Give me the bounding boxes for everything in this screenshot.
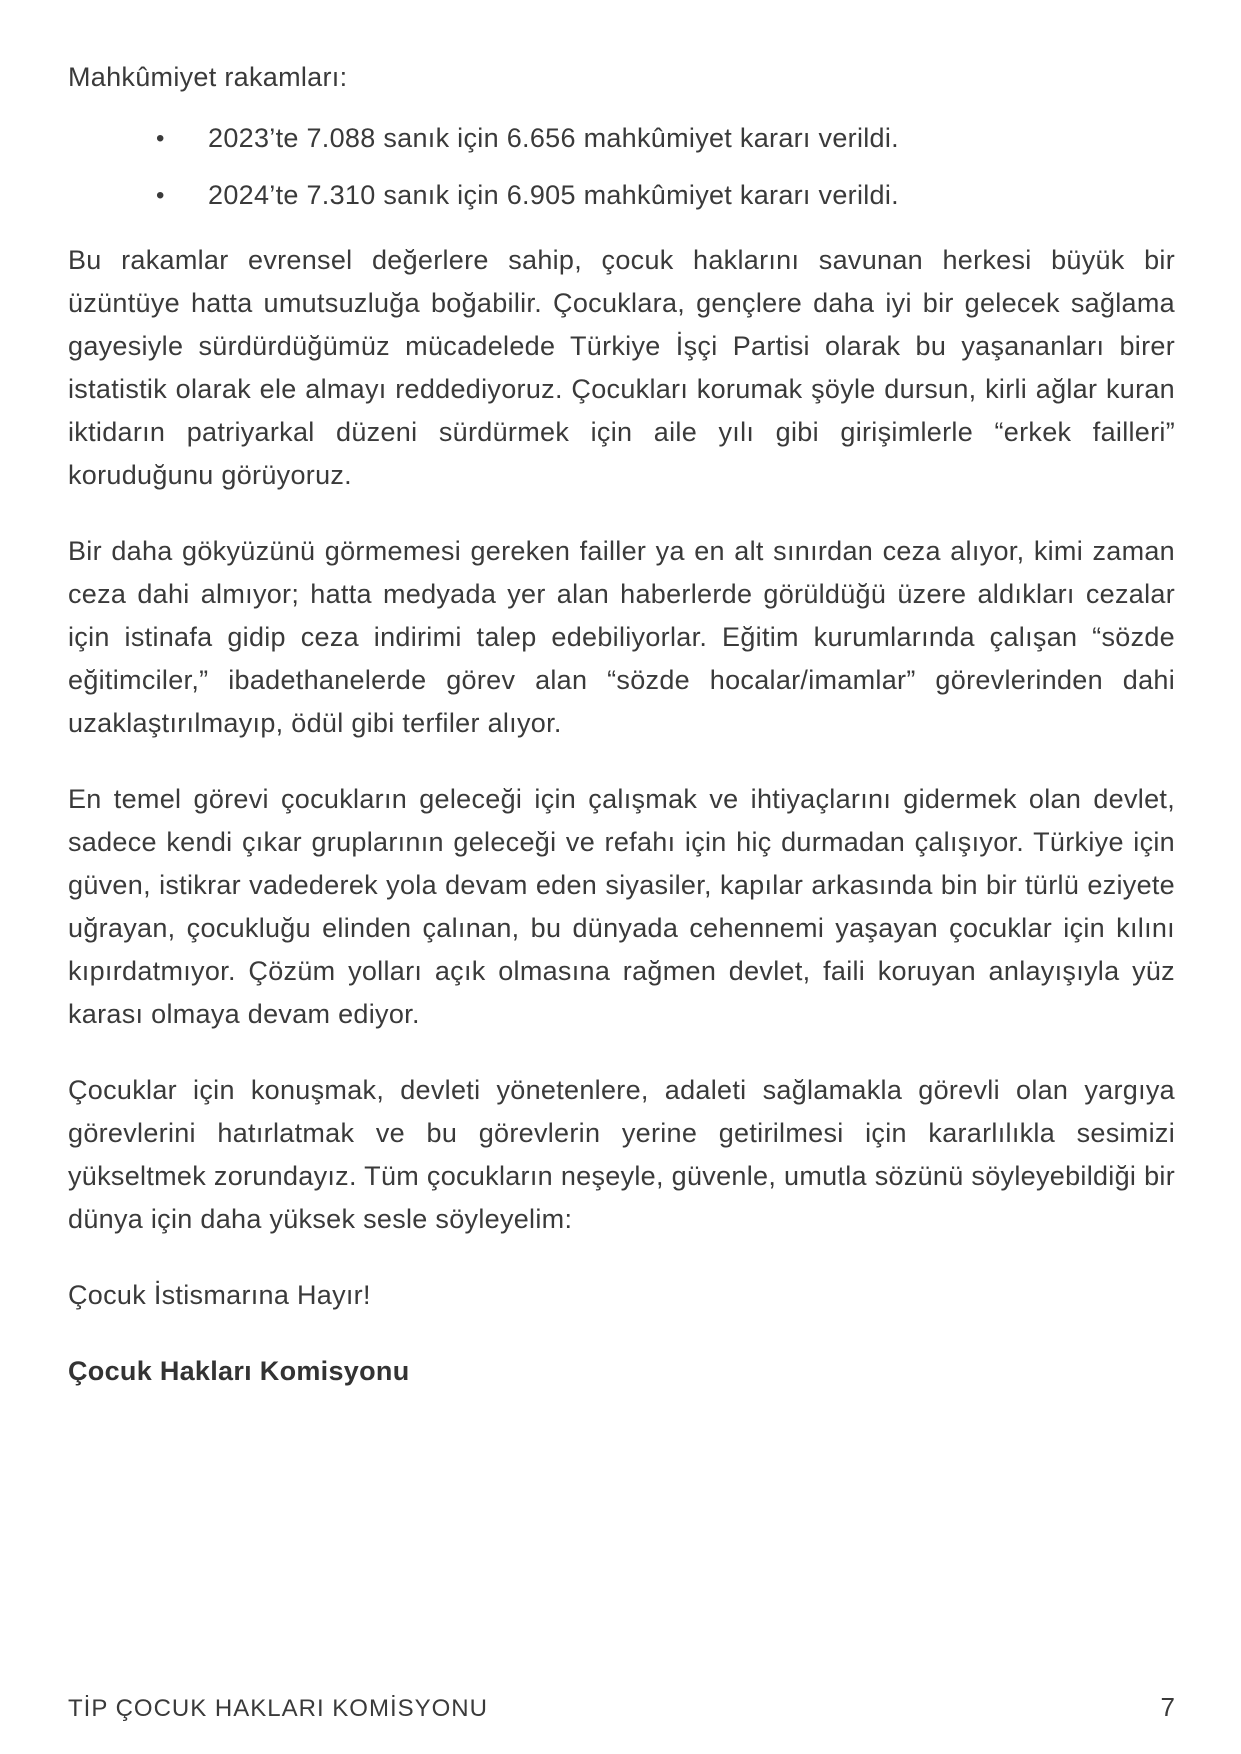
paragraph-3: En temel görevi çocukların geleceği için çalışmak ve ihtiyaçlarını gidermek olan devlet, sadece kendi çıkar gruplarının geleceği ve refahı için hiç durmadan çalışıyor. Türkiye için güven, istikrar vadederek yola devam eden siyasiler, kapılar arkasında bin bir türlü eziyete uğrayan, çocukluğu elinden çalınan, bu dünyada cehennemi yaşayan çocuklar için kılını kıpırdatmıyor. Çözüm yolları açık olmasına rağmen devlet, faili koruyan anlayışıyla yüz karası olmaya devam ediyor.: [68, 784, 1175, 1029]
bullet-icon: •: [156, 182, 165, 209]
conviction-stats-list: [68, 117, 1175, 217]
paragraph-2: Bir daha gökyüzünü görmemesi gereken failler ya en alt sınırdan ceza alıyor, kimi zaman ceza dahi almıyor; hatta medyada yer alan haberlerde görüldüğü üzere aldıkları cezalar için istinafa gidip ceza indirimi talep edebiliyorlar. Eğitim kurumlarında çalışan “sözde eğitimciler,” ibadethanelerde görev alan “sözde hocalar/imamlar” görevlerinden dahi uzaklaştırılmayıp, ödül gibi terfiler alıyor.: [68, 536, 1175, 738]
page-footer: [68, 1692, 1175, 1723]
bullet-text-2024: 2024’te 7.310 sanık için 6.905 mahkûmiyet kararı verildi.: [208, 180, 899, 210]
page-number: 7: [1160, 1692, 1175, 1722]
list-item: [68, 117, 1175, 160]
list-item: [68, 174, 1175, 217]
bullet-icon: •: [156, 125, 165, 152]
paragraph-1: Bu rakamlar evrensel değerlere sahip, çocuk haklarını savunan herkesi büyük bir üzüntüye hatta umutsuzluğa boğabilir. Çocuklara, gençlere daha iyi bir gelecek sağlama gayesiyle sürdürdüğümüz mücadelede Türkiye İşçi Partisi olarak bu yaşananları birer istatistik olarak ele almayı reddediyoruz. Çocukları korumak şöyle dursun, kirli ağlar kuran iktidarın patriyarkal düzeni sürdürmek için aile yılı gibi girişimlerle “erkek failleri” koruduğunu görüyoruz.: [68, 245, 1175, 490]
page-content: [68, 56, 1175, 1393]
footer-title: TİP ÇOCUK HAKLARI KOMİSYONU: [68, 1695, 488, 1722]
slogan-line: Çocuk İstismarına Hayır!: [68, 1280, 371, 1310]
bullet-text-2023: 2023’te 7.088 sanık için 6.656 mahkûmiyet kararı verildi.: [208, 123, 899, 153]
paragraph-4: Çocuklar için konuşmak, devleti yönetenlere, adaleti sağlamakla görevli olan yargıya görevlerini hatırlatmak ve bu görevlerin yerine getirilmesi için kararlılıkla sesimizi yükseltmek zorundayız. Tüm çocukların neşeyle, güvenle, umutla sözünü söyleyebildiği bir dünya için daha yüksek sesle söyleyelim:: [68, 1075, 1175, 1234]
signature-line: Çocuk Hakları Komisyonu: [68, 1356, 410, 1386]
intro-line: Mahkûmiyet rakamları:: [68, 62, 348, 92]
